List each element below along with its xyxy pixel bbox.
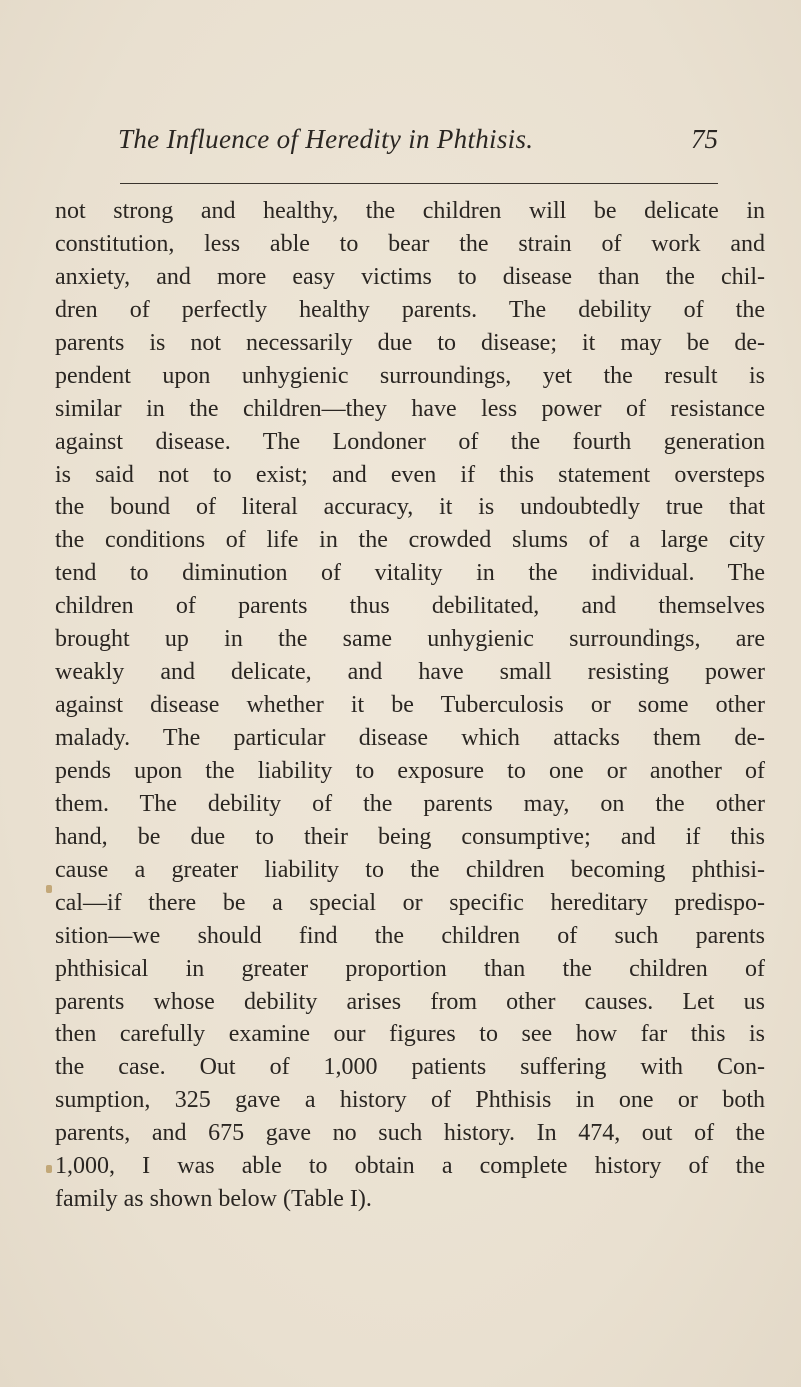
text-line: sumption, 325 gave a history of Phthisis in one or both [55, 1087, 765, 1114]
text-line: phthisical in greater proportion than the children of [55, 955, 765, 982]
text-line: parents, and 675 gave no such history. In 474, out of the [55, 1120, 765, 1147]
text-line: then carefully examine our figures to see how far this is [55, 1021, 765, 1048]
text-line: cause a greater liability to the children becoming phthisi- [55, 856, 765, 883]
header-rule [120, 183, 718, 184]
text-line: tend to diminution of vitality in the individual. The [55, 560, 765, 587]
text-line: brought up in the same unhygienic surroundings, are [55, 626, 765, 653]
text-line: anxiety, and more easy victims to disease than the chil- [55, 263, 765, 290]
text-line: is said not to exist; and even if this statement oversteps [55, 461, 765, 488]
running-title: The Influence of Heredity in Phthisis. [118, 124, 534, 154]
text-line: family as shown below (Table I). [55, 1186, 372, 1213]
text-line: the conditions of life in the crowded slums of a large city [55, 527, 765, 554]
text-line: parents whose debility arises from other causes. Let us [55, 988, 765, 1015]
text-line: against disease. The Londoner of the fourth generation [55, 428, 765, 455]
running-head [118, 124, 718, 164]
text-line: children of parents thus debilitated, and themselves [55, 593, 765, 620]
text-line: pends upon the liability to exposure to one or another of [55, 757, 765, 784]
body-paragraph [55, 195, 765, 1216]
text-line: the case. Out of 1,000 patients suffering with Con- [55, 1054, 765, 1081]
text-line: constitution, less able to bear the strain of work and [55, 230, 765, 257]
text-line: the bound of literal accuracy, it is undoubtedly true that [55, 494, 765, 521]
text-line: weakly and delicate, and have small resisting power [55, 659, 765, 686]
text-line: 1,000, I was able to obtain a complete history of the [55, 1153, 765, 1180]
text-line: dren of perfectly healthy parents. The debility of the [55, 296, 765, 323]
text-line: hand, be due to their being consumptive; and if this [55, 823, 765, 850]
text-line: malady. The particular disease which attacks them de- [55, 725, 765, 751]
text-line: cal—if there be a special or specific hereditary predispo- [55, 889, 765, 916]
margin-ink-mark [46, 1165, 52, 1173]
text-line: parents is not necessarily due to disease; it may be de- [55, 329, 765, 356]
margin-ink-mark [46, 885, 52, 893]
text-line: similar in the children—they have less power of resistance [55, 395, 765, 422]
page-number: 75 [691, 124, 718, 154]
text-line: pendent upon unhygienic surroundings, yet the result is [55, 362, 765, 389]
text-line: against disease whether it be Tuberculosis or some other [55, 692, 765, 719]
text-line: not strong and healthy, the children will be delicate in [55, 198, 765, 224]
text-line: them. The debility of the parents may, on the other [55, 790, 765, 817]
text-line: sition—we should find the children of such parents [55, 922, 765, 949]
